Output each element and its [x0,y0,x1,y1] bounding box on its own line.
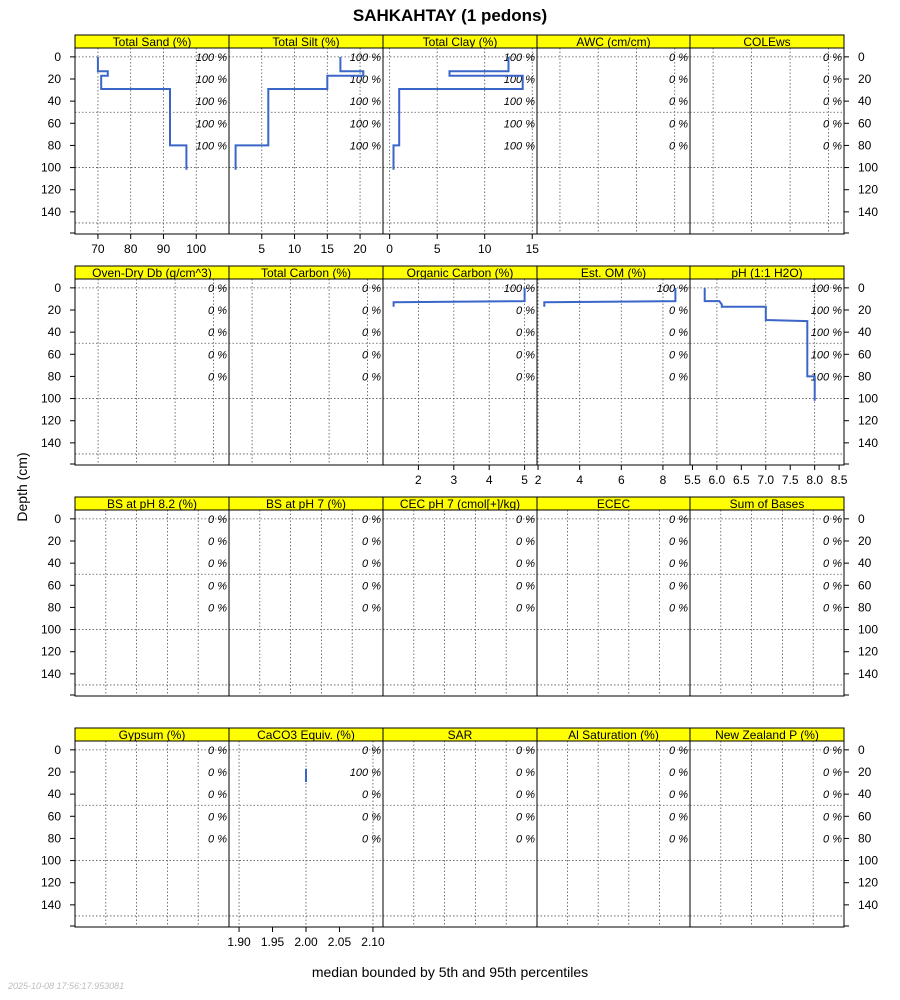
depth-tick-label-right: 140 [858,435,879,450]
panel-percent-label: 0 % [516,371,535,384]
panel-percent-label: 100 % [503,74,535,86]
panel-percent-label: 0 % [669,744,688,757]
depth-tick-label-right: 20 [858,72,872,86]
depth-tick-label-left: 0 [54,280,61,295]
panel-percent-label: 0 % [823,51,842,64]
panel-x-tick-label: 20 [353,242,367,256]
panel-percent-label: 0 % [208,513,227,526]
panel-strip-label: SAR [447,728,473,742]
depth-tick-label-right: 20 [858,765,872,779]
panel-strip-label: AWC (cm/cm) [576,35,651,49]
panel-percent-label: 0 % [669,118,688,131]
depth-tick-label-right: 80 [858,600,872,615]
panel-percent-label: 0 % [362,811,381,824]
panel-percent-label: 0 % [208,789,227,802]
depth-tick-label-left: 120 [40,182,61,197]
panel-percent-label: 0 % [208,536,227,548]
panel-percent-label: 0 % [669,51,688,64]
panel-percent-label: 0 % [208,327,227,340]
panel-percent-label: 0 % [669,371,688,384]
panel-percent-label: 100 % [503,118,535,131]
panel-percent-label: 100 % [503,140,535,153]
panel-percent-label: 0 % [669,513,688,526]
depth-tick-label-right: 60 [858,578,872,593]
panel-percent-label: 0 % [208,811,227,824]
depth-tick-label-right: 40 [858,94,872,109]
panel-percent-label: 0 % [208,833,227,846]
depth-tick-label-right: 80 [858,831,872,846]
panel-percent-label: 100 % [349,140,381,153]
depth-tick-label-right: 40 [858,556,872,571]
depth-tick-label-right: 140 [858,204,879,219]
panel-x-tick-label: 10 [478,242,492,256]
depth-tick-label-right: 40 [858,787,872,802]
y-axis-label: Depth (cm) [14,452,30,522]
panel-percent-label: 0 % [823,140,842,153]
panel-percent-label: 0 % [669,74,688,86]
panel-percent-label: 0 % [208,305,227,317]
panel-percent-label: 0 % [823,558,842,571]
panel-percent-label: 0 % [362,327,381,340]
panel-x-tick-label: 15 [320,242,334,256]
depth-tick-label-left: 60 [47,116,61,131]
panel-percent-label: 0 % [823,74,842,86]
panel-strip-label: pH (1:1 H2O) [731,266,803,280]
depth-tick-label-left: 60 [47,578,61,593]
panel-percent-label: 100 % [810,371,842,384]
depth-tick-label-left: 100 [40,853,61,868]
depth-tick-label-left: 80 [47,831,61,846]
depth-tick-label-left: 0 [54,511,61,526]
depth-tick-label-right: 80 [858,369,872,384]
depth-tick-label-right: 120 [858,875,879,890]
depth-tick-label-right: 60 [858,809,872,824]
depth-tick-label-left: 40 [47,94,61,109]
panel-strip-label: Organic Carbon (%) [406,266,514,280]
panel-x-tick-label: 2 [415,473,422,487]
panel-percent-label: 0 % [362,536,381,548]
depth-tick-label-left: 80 [47,600,61,615]
panel-percent-label: 0 % [823,744,842,757]
panel-percent-label: 0 % [823,767,842,779]
panel-strip-label: BS at pH 8.2 (%) [106,497,198,511]
panel-percent-label: 0 % [362,833,381,846]
depth-tick-label-right: 60 [858,347,872,362]
panel-x-tick-label: 70 [91,242,105,256]
panel-strip-label: Sum of Bases [729,497,805,511]
depth-tick-label-left: 20 [47,765,61,779]
depth-tick-label-left: 80 [47,138,61,153]
panel-x-tick-label: 7.5 [781,473,799,487]
panel-percent-label: 100 % [349,118,381,131]
panel-x-tick-label: 2.10 [361,935,385,949]
panel-percent-label: 100 % [349,96,381,109]
panel-percent-label: 0 % [208,744,227,757]
depth-tick-label-left: 60 [47,347,61,362]
panel-percent-label: 100 % [195,96,227,109]
timestamp-stamp: 2025-10-08 17:56:17.953081 [8,981,125,991]
panel-x-tick-label: 6 [617,473,625,487]
panel-x-tick-label: 6.0 [708,473,726,487]
chart-title: SAHKAHTAY (1 pedons) [352,6,548,25]
panel-x-tick-label: 8.0 [806,473,824,487]
panel-percent-label: 0 % [669,536,688,548]
panel-percent-label: 0 % [516,558,535,571]
panel-strip-label: Total Clay (%) [422,35,498,49]
panel-percent-label: 0 % [516,513,535,526]
panel-percent-label: 0 % [208,282,227,295]
panel-percent-label: 0 % [362,558,381,571]
panel-x-tick-label: 5.5 [684,473,701,487]
panel-percent-label: 0 % [669,140,688,153]
panel-percent-label: 100 % [810,282,842,295]
panel-strip-label: Total Carbon (%) [260,266,352,280]
panel-percent-label: 100 % [503,96,535,109]
depth-tick-label-right: 80 [858,138,872,153]
panel-percent-label: 0 % [669,580,688,593]
depth-tick-label-left: 60 [47,809,61,824]
depth-tick-label-right: 120 [858,644,879,659]
panel-percent-label: 0 % [669,789,688,802]
panel-percent-label: 0 % [208,371,227,384]
depth-tick-label-right: 100 [858,622,879,637]
panel-percent-label: 0 % [362,371,381,384]
panel-percent-label: 0 % [208,558,227,571]
panel-percent-label: 100 % [503,282,535,295]
panel-strip-label: New Zealand P (%) [715,728,819,742]
panel-percent-label: 0 % [669,96,688,109]
depth-tick-label-left: 100 [40,160,61,175]
depth-tick-label-left: 40 [47,325,61,340]
depth-tick-label-left: 20 [47,72,61,86]
depth-tick-label-right: 140 [858,666,879,681]
panel-strip-label: Total Silt (%) [272,35,340,49]
panel-percent-label: 0 % [669,305,688,317]
panel-percent-label: 0 % [208,349,227,362]
panel-percent-label: 0 % [516,744,535,757]
panel-strip-label: CaCO3 Equiv. (%) [257,728,355,742]
panel-percent-label: 100 % [195,140,227,153]
panel-percent-label: 0 % [823,118,842,131]
panel-percent-label: 0 % [823,811,842,824]
panel-percent-label: 0 % [823,602,842,615]
depth-tick-label-right: 20 [858,534,872,548]
panel-percent-label: 0 % [823,580,842,593]
panel-x-tick-label: 5 [433,242,441,256]
panel-x-tick-label: 5 [258,242,266,256]
panel-x-tick-label: 100 [186,242,207,256]
panel-percent-label: 100 % [195,74,227,86]
panel-percent-label: 0 % [362,305,381,317]
panel-percent-label: 0 % [362,282,381,295]
panel-x-tick-label: 80 [124,242,138,256]
panel-percent-label: 100 % [349,767,381,779]
depth-tick-label-left: 140 [40,435,61,450]
depth-tick-label-left: 120 [40,644,61,659]
panel-percent-label: 0 % [362,789,381,802]
depth-tick-label-right: 20 [858,303,872,317]
depth-tick-label-right: 100 [858,160,879,175]
depth-tick-label-right: 0 [858,742,865,757]
x-axis-label: median bounded by 5th and 95th percentiles [311,964,589,980]
depth-tick-label-right: 40 [858,325,872,340]
panel-percent-label: 0 % [823,833,842,846]
depth-tick-label-left: 100 [40,622,61,637]
panel-percent-label: 0 % [208,767,227,779]
panel-percent-label: 0 % [669,811,688,824]
panel-percent-label: 0 % [823,789,842,802]
panel-percent-label: 0 % [516,536,535,548]
panel-x-tick-label: 1.95 [260,935,285,949]
panel-x-tick-label: 4 [485,473,493,487]
panel-x-tick-label: 8.5 [830,473,848,487]
panel-strip-label: Oven-Dry Db (g/cm^3) [92,266,212,280]
panel-x-tick-label: 2 [534,473,542,487]
panel-percent-label: 0 % [516,349,535,362]
panel-strip-label: COLEws [743,35,791,49]
panel-x-tick-label: 8 [659,473,667,487]
panel-percent-label: 0 % [823,536,842,548]
depth-tick-label-left: 20 [47,303,61,317]
depth-tick-label-left: 80 [47,369,61,384]
depth-tick-label-left: 0 [54,49,61,64]
panel-percent-label: 0 % [516,580,535,593]
panel-percent-label: 0 % [516,602,535,615]
panel-x-tick-label: 4 [576,473,584,487]
depth-tick-label-right: 120 [858,413,879,428]
panel-strip-label: Al Saturation (%) [568,728,659,742]
depth-tick-label-left: 120 [40,875,61,890]
panel-percent-label: 100 % [503,51,535,64]
panel-percent-label: 0 % [516,327,535,340]
panel-percent-label: 100 % [810,349,842,362]
panel-strip-label: BS at pH 7 (%) [265,497,347,511]
panel-strip-label: Est. OM (%) [580,266,647,280]
panel-x-tick-label: 2.00 [294,935,318,949]
depth-tick-label-left: 140 [40,666,61,681]
panel-percent-label: 0 % [362,580,381,593]
depth-tick-label-right: 0 [858,49,865,64]
depth-tick-label-left: 0 [54,742,61,757]
panel-x-tick-label: 0 [386,242,393,256]
panel-x-tick-label: 3 [450,473,458,487]
depth-tick-label-right: 100 [858,391,879,406]
depth-tick-label-left: 20 [47,534,61,548]
depth-tick-label-right: 0 [858,511,865,526]
panel-percent-label: 0 % [516,789,535,802]
panel-x-tick-label: 7.0 [757,473,775,487]
panel-percent-label: 100 % [349,51,381,64]
panel-percent-label: 0 % [362,349,381,362]
depth-tick-label-left: 140 [40,897,61,912]
panel-percent-label: 100 % [349,74,381,86]
panel-percent-label: 0 % [669,558,688,571]
panel-strip-label: CEC pH 7 (cmol[+]/kg) [399,497,521,511]
depth-tick-label-right: 120 [858,182,879,197]
panel-percent-label: 0 % [669,327,688,340]
depth-tick-label-left: 120 [40,413,61,428]
panel-strip-label: Total Sand (%) [112,35,192,49]
panel-percent-label: 0 % [516,305,535,317]
panel-x-tick-label: 90 [156,242,171,256]
depth-tick-label-right: 60 [858,116,872,131]
depth-tick-label-left: 40 [47,787,61,802]
panel-percent-label: 0 % [362,513,381,526]
depth-tick-label-right: 100 [858,853,879,868]
panel-percent-label: 0 % [669,602,688,615]
panel-x-tick-label: 10 [287,242,302,256]
panel-percent-label: 0 % [516,833,535,846]
panel-percent-label: 100 % [810,305,842,317]
panel-x-tick-label: 1.90 [227,935,251,949]
depth-tick-label-left: 140 [40,204,61,219]
panel-percent-label: 0 % [208,602,227,615]
depth-tick-label-right: 140 [858,897,879,912]
depth-tick-label-left: 100 [40,391,61,406]
panel-percent-label: 0 % [823,513,842,526]
panel-strip-label: ECEC [596,497,631,511]
panel-percent-label: 0 % [516,811,535,824]
panel-percent-label: 100 % [195,51,227,64]
depth-tick-label-left: 40 [47,556,61,571]
panel-percent-label: 0 % [669,349,688,362]
panel-x-tick-label: 15 [525,242,539,256]
panel-percent-label: 100 % [810,327,842,340]
panel-strip-label: Gypsum (%) [118,728,186,742]
panel-percent-label: 0 % [362,744,381,757]
panel-percent-label: 0 % [669,833,688,846]
panel-percent-label: 0 % [516,767,535,779]
panel-percent-label: 0 % [362,602,381,615]
panel-x-tick-label: 6.5 [732,473,750,487]
panel-x-tick-label: 5 [521,473,528,487]
panel-percent-label: 0 % [208,580,227,593]
panel-percent-label: 100 % [656,282,688,295]
panel-percent-label: 100 % [195,118,227,131]
panel-x-tick-label: 2.05 [327,935,352,949]
panel-percent-label: 0 % [669,767,688,779]
depth-tick-label-right: 0 [858,280,865,295]
panel-percent-label: 0 % [823,96,842,109]
